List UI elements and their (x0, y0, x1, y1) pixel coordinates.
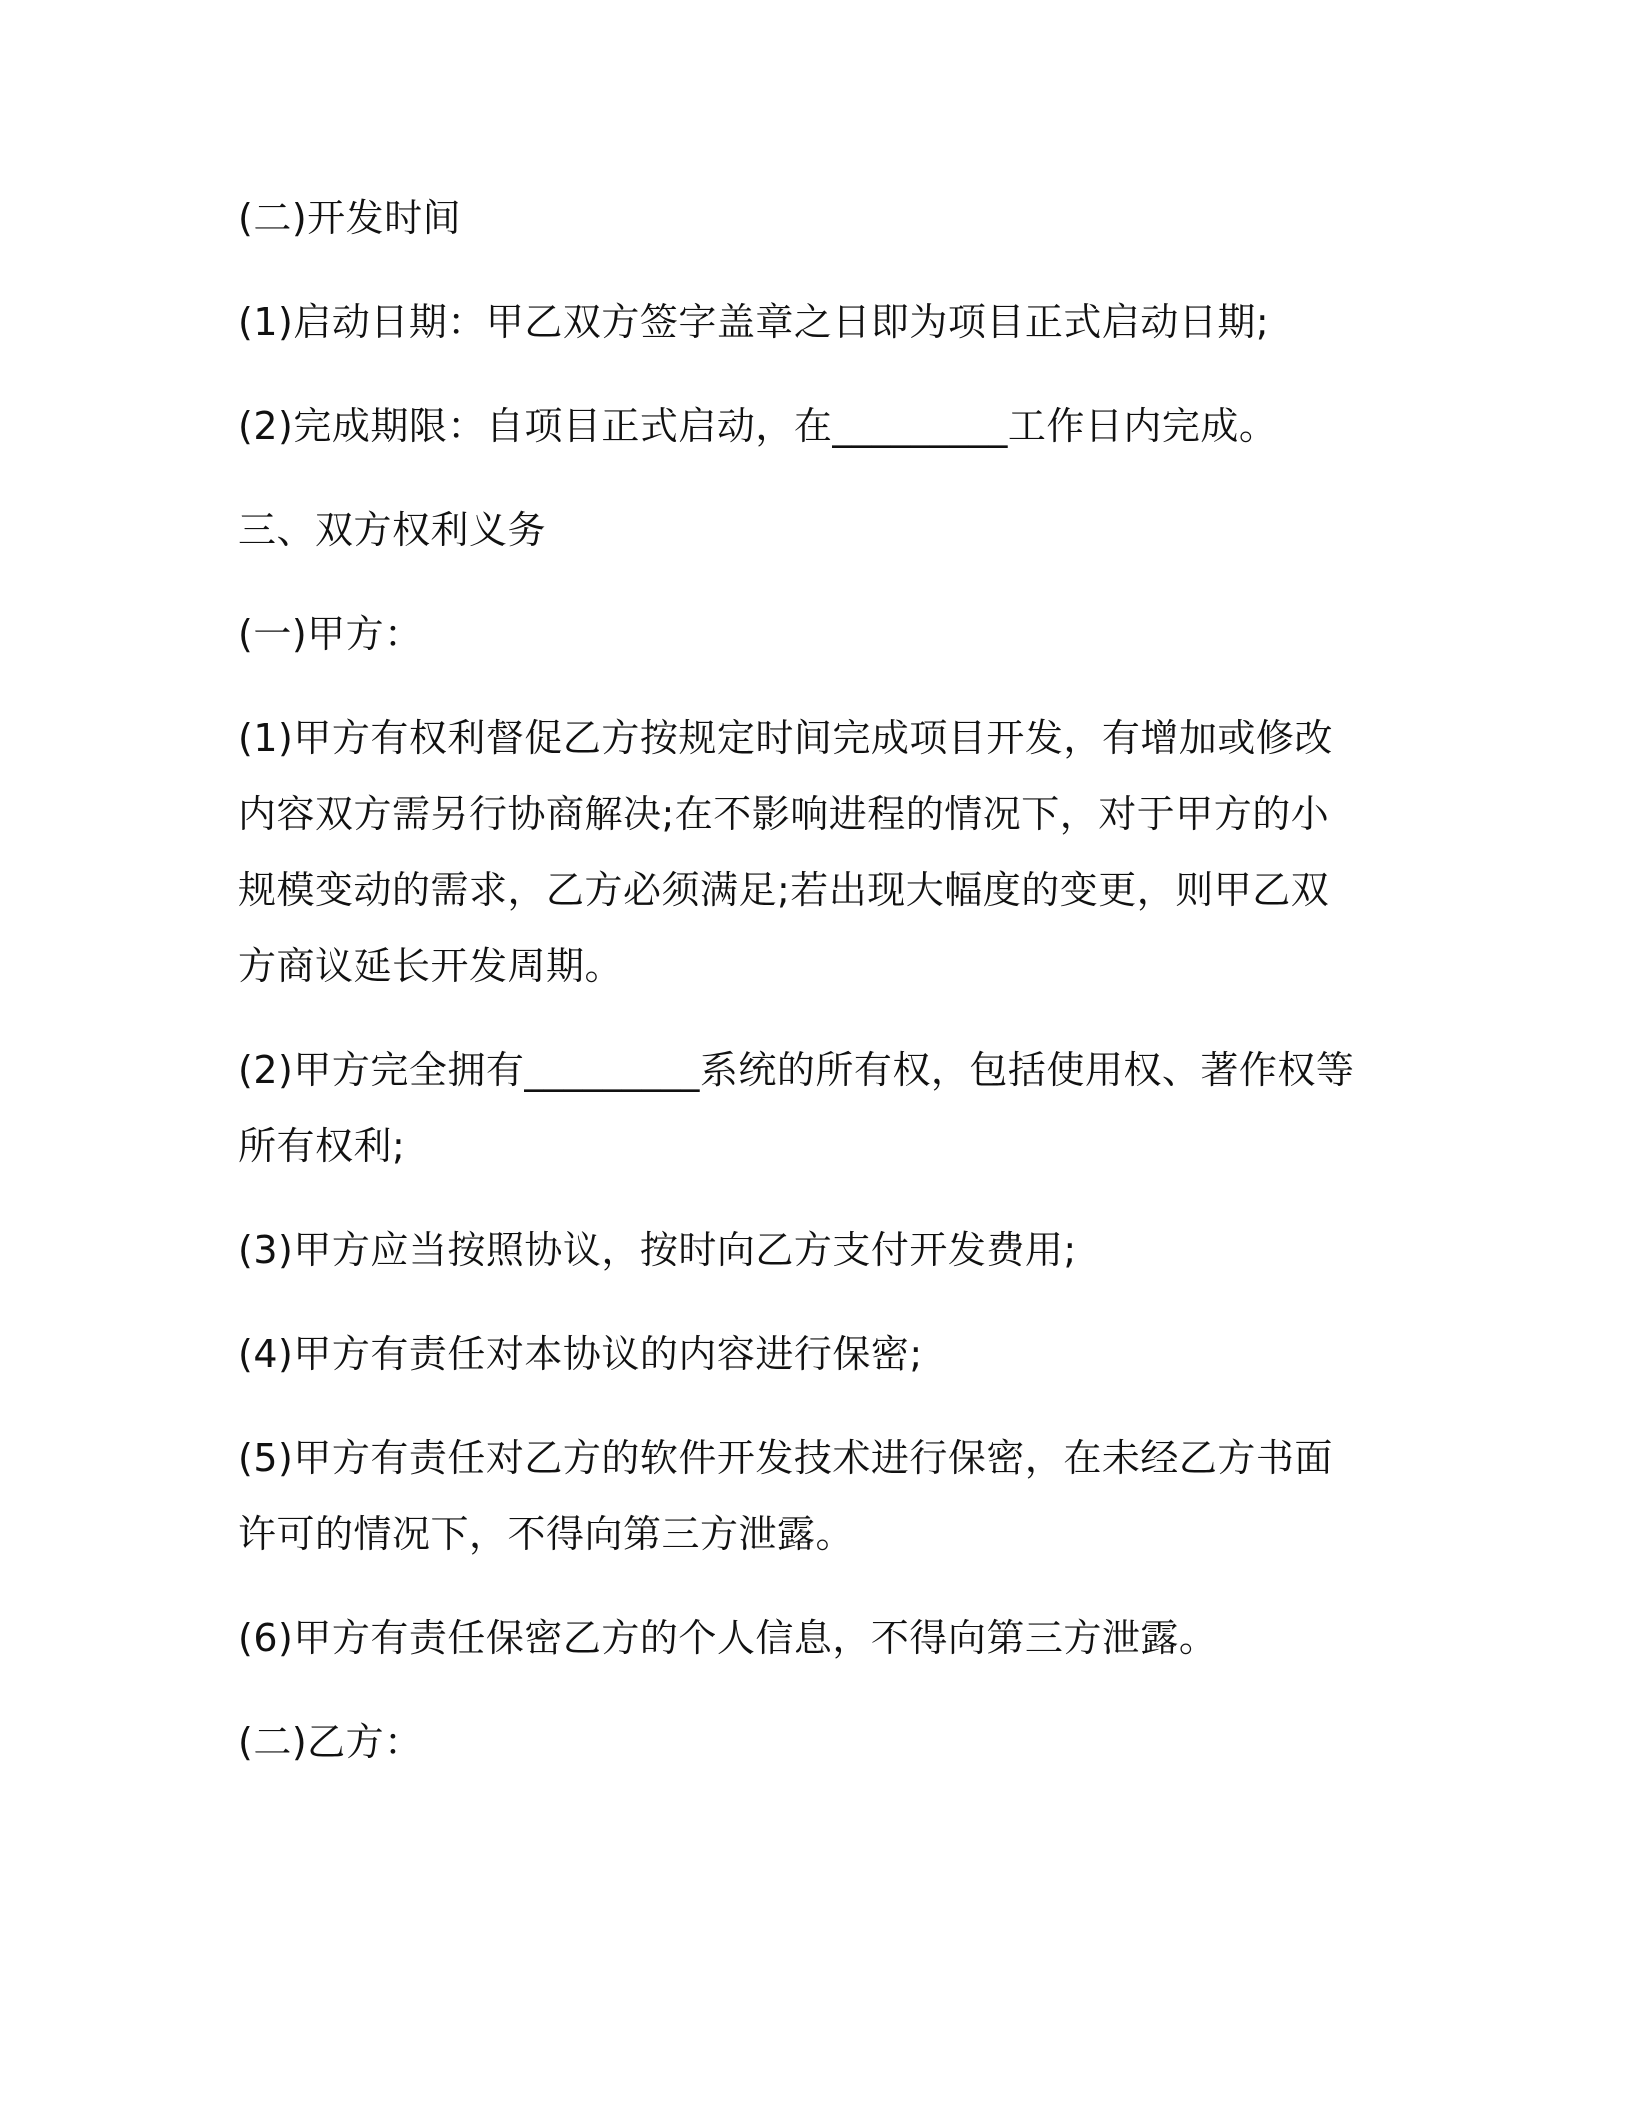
clause-party-a-5: (5)甲方有责任对乙方的软件开发技术进行保密，在未经乙方书面许可的情况下，不得向第三方泄露。 (238, 1436, 1333, 1556)
document-body (238, 180, 1358, 1780)
paragraph-spacer (238, 1004, 1358, 1032)
paragraph-spacer (238, 568, 1358, 596)
clause-start-date: (1)启动日期：甲乙双方签字盖章之日即为项目正式启动日期; (238, 300, 1270, 344)
section-heading-rights-obligations: 三、双方权利义务 (238, 508, 547, 552)
section-heading-development-time: (二)开发时间 (238, 196, 462, 240)
subsection-heading-party-a: (一)甲方： (238, 612, 423, 656)
clause-party-a-4: (4)甲方有责任对本协议的内容进行保密; (238, 1332, 923, 1376)
paragraph-spacer (238, 1288, 1358, 1316)
clause-party-a-2: (2)甲方完全拥有_________系统的所有权，包括使用权、著作权等所有权利; (238, 1048, 1355, 1168)
paragraph-spacer (238, 464, 1358, 492)
clause-completion-deadline: (2)完成期限：自项目正式启动，在_________工作日内完成。 (238, 404, 1278, 448)
subsection-heading-party-b: (二)乙方： (238, 1720, 423, 1764)
paragraph-spacer (238, 1392, 1358, 1420)
paragraph-spacer (238, 256, 1358, 284)
paragraph-spacer (238, 1572, 1358, 1600)
paragraph-spacer (238, 1676, 1358, 1704)
paragraph-spacer (238, 672, 1358, 700)
clause-party-a-6: (6)甲方有责任保密乙方的个人信息，不得向第三方泄露。 (238, 1616, 1218, 1660)
clause-party-a-3: (3)甲方应当按照协议，按时向乙方支付开发费用; (238, 1228, 1077, 1272)
paragraph-spacer (238, 360, 1358, 388)
clause-party-a-1: (1)甲方有权利督促乙方按规定时间完成项目开发，有增加或修改内容双方需另行协商解决;在不影响进程的情况下，对于甲方的小规模变动的需求，乙方必须满足;若出现大幅度的变更，则甲乙双方商议延长开发周期。 (238, 716, 1333, 988)
paragraph-spacer (238, 1184, 1358, 1212)
